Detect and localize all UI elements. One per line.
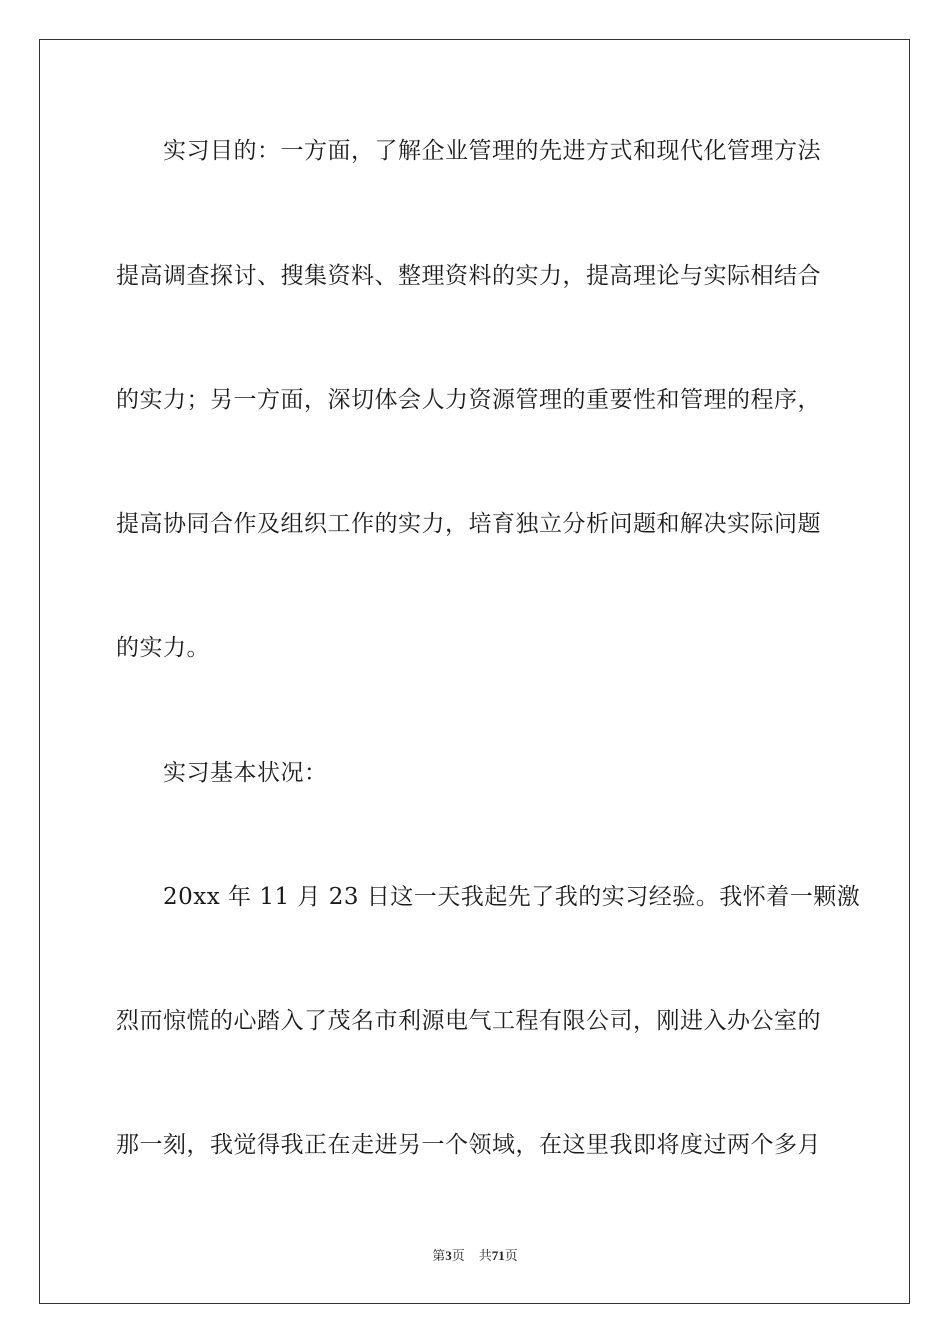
paragraph-line: 的实力；另一方面，深切体会人力资源管理的重要性和管理的程序， xyxy=(116,387,821,413)
total-suffix: 页 xyxy=(504,1248,518,1263)
paragraph-line: 的实力。 xyxy=(116,635,210,661)
page-number: 3 xyxy=(445,1248,452,1263)
paragraph-line: 实习目的：一方面，了解企业管理的先进方式和现代化管理方法 xyxy=(163,138,821,164)
page-suffix: 页 xyxy=(451,1248,465,1263)
paragraph-line: 烈而惊慌的心踏入了茂名市利源电气工程有限公司，刚进入办公室的 xyxy=(116,1008,821,1034)
page-border xyxy=(39,39,910,1304)
paragraph-line: 20xx 年 11 月 23 日这一天我起先了我的实习经验。我怀着一颗激 xyxy=(163,884,861,910)
total-prefix: 共 xyxy=(478,1248,492,1263)
paragraph-line: 提高协同合作及组织工作的实力，培育独立分析问题和解决实际问题 xyxy=(116,511,821,537)
total-pages: 71 xyxy=(491,1248,505,1263)
paragraph-line: 那一刻，我觉得我正在走进另一个领域，在这里我即将度过两个多月 xyxy=(116,1132,821,1158)
paragraph-line: 提高调查探讨、搜集资料、整理资料的实力，提高理论与实际相结合 xyxy=(116,263,821,289)
section-heading: 实习基本状况： xyxy=(163,760,328,786)
page-footer xyxy=(0,1247,950,1265)
page-prefix: 第 xyxy=(432,1248,446,1263)
